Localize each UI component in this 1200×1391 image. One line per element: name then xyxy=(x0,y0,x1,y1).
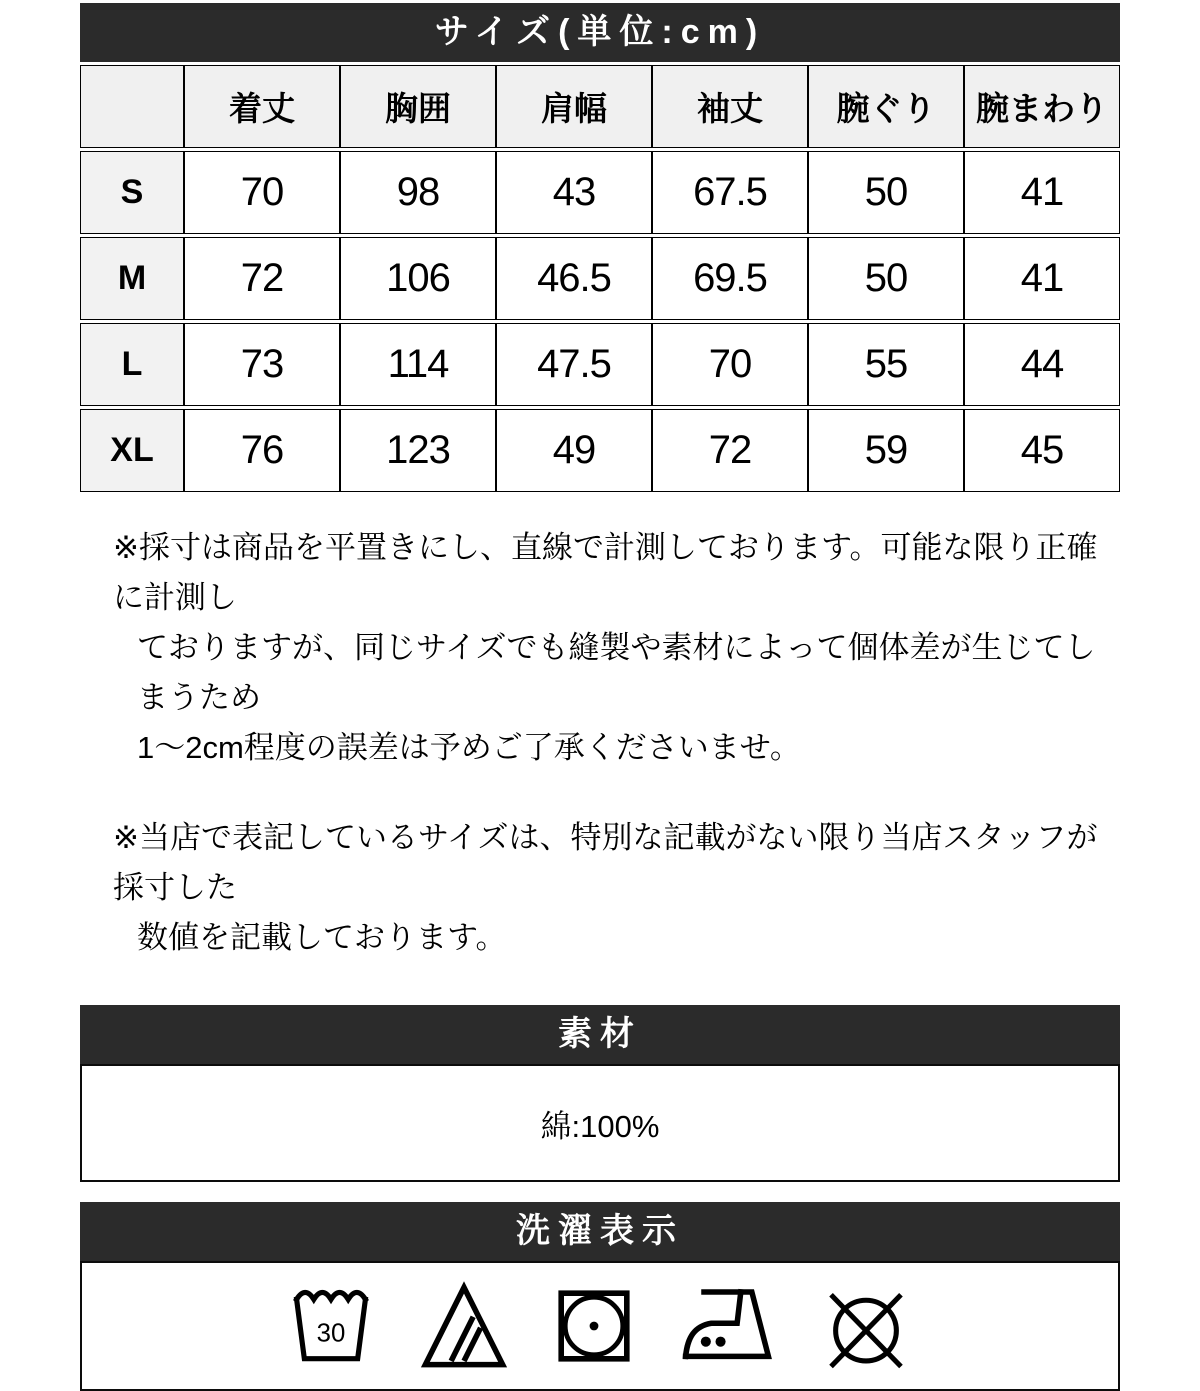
svg-text:30: 30 xyxy=(316,1319,346,1348)
size-cell: 106 xyxy=(340,237,496,320)
care-header-label: 洗濯表示 xyxy=(516,1212,684,1250)
row-label: XL xyxy=(80,409,184,492)
size-cell: 98 xyxy=(340,151,496,234)
col-header-chest: 胸囲 xyxy=(340,65,496,148)
size-cell: 76 xyxy=(184,409,340,492)
row-label: S xyxy=(80,151,184,234)
size-table xyxy=(80,62,1120,495)
table-row-s xyxy=(80,151,1120,234)
size-cell: 45 xyxy=(964,409,1120,492)
note-line: 1〜2cm程度の誤差は予めご了承くださいませ。 xyxy=(137,730,801,765)
size-cell: 123 xyxy=(340,409,496,492)
size-chart-title: サイズ(単位:cm) xyxy=(434,13,766,51)
note-line: ておりますが、同じサイズでも縫製や素材によって個体差が生じてしまうため xyxy=(137,630,1096,715)
measurement-note-2 xyxy=(80,813,1120,963)
non-chlorine-bleach-icon xyxy=(418,1280,510,1372)
material-box xyxy=(80,1064,1120,1182)
size-cell: 70 xyxy=(184,151,340,234)
material-header-bar xyxy=(80,1005,1120,1064)
table-row-m xyxy=(80,237,1120,320)
note-line: ※当店で表記しているサイズは、特別な記載がない限り当店スタッフが採寸した xyxy=(113,820,1098,905)
wash-30c-icon xyxy=(288,1280,374,1372)
note-line: ※採寸は商品を平置きにし、直線で計測しております。可能な限り正確に計測し xyxy=(113,530,1098,615)
care-symbols-box xyxy=(80,1261,1120,1391)
material-section xyxy=(80,1005,1120,1182)
size-cell: 67.5 xyxy=(652,151,808,234)
note-line: 数値を記載しております。 xyxy=(137,920,507,955)
care-section xyxy=(80,1202,1120,1391)
table-row-xl xyxy=(80,409,1120,492)
col-header-armhole: 腕ぐり xyxy=(808,65,964,148)
size-cell: 70 xyxy=(652,323,808,406)
size-cell: 49 xyxy=(496,409,652,492)
table-row-l xyxy=(80,323,1120,406)
iron-medium-heat-icon xyxy=(678,1280,776,1372)
size-cell: 59 xyxy=(808,409,964,492)
size-chart-title-bar xyxy=(80,3,1120,62)
size-chart-page xyxy=(80,3,1120,1391)
row-label: M xyxy=(80,237,184,320)
size-cell: 69.5 xyxy=(652,237,808,320)
material-value: 綿:100% xyxy=(540,1108,660,1144)
size-cell: 46.5 xyxy=(496,237,652,320)
size-cell: 43 xyxy=(496,151,652,234)
col-header-length: 着丈 xyxy=(184,65,340,148)
do-not-dry-clean-icon xyxy=(820,1280,912,1372)
size-cell: 47.5 xyxy=(496,323,652,406)
material-header-label: 素材 xyxy=(558,1015,642,1053)
size-cell: 72 xyxy=(184,237,340,320)
size-cell: 41 xyxy=(964,151,1120,234)
size-cell: 114 xyxy=(340,323,496,406)
size-cell: 55 xyxy=(808,323,964,406)
measurement-note-1 xyxy=(80,523,1120,773)
size-cell: 50 xyxy=(808,237,964,320)
size-cell: 50 xyxy=(808,151,964,234)
size-cell: 72 xyxy=(652,409,808,492)
header-row xyxy=(80,65,1120,148)
corner-cell xyxy=(80,65,184,148)
col-header-sleeve: 袖丈 xyxy=(652,65,808,148)
notes-block xyxy=(80,523,1120,963)
care-header-bar xyxy=(80,1202,1120,1261)
size-cell: 44 xyxy=(964,323,1120,406)
tumble-dry-low-icon xyxy=(554,1280,634,1372)
col-header-shoulder: 肩幅 xyxy=(496,65,652,148)
col-header-arm-circumference: 腕まわり xyxy=(964,65,1120,148)
size-cell: 41 xyxy=(964,237,1120,320)
size-cell: 73 xyxy=(184,323,340,406)
row-label: L xyxy=(80,323,184,406)
